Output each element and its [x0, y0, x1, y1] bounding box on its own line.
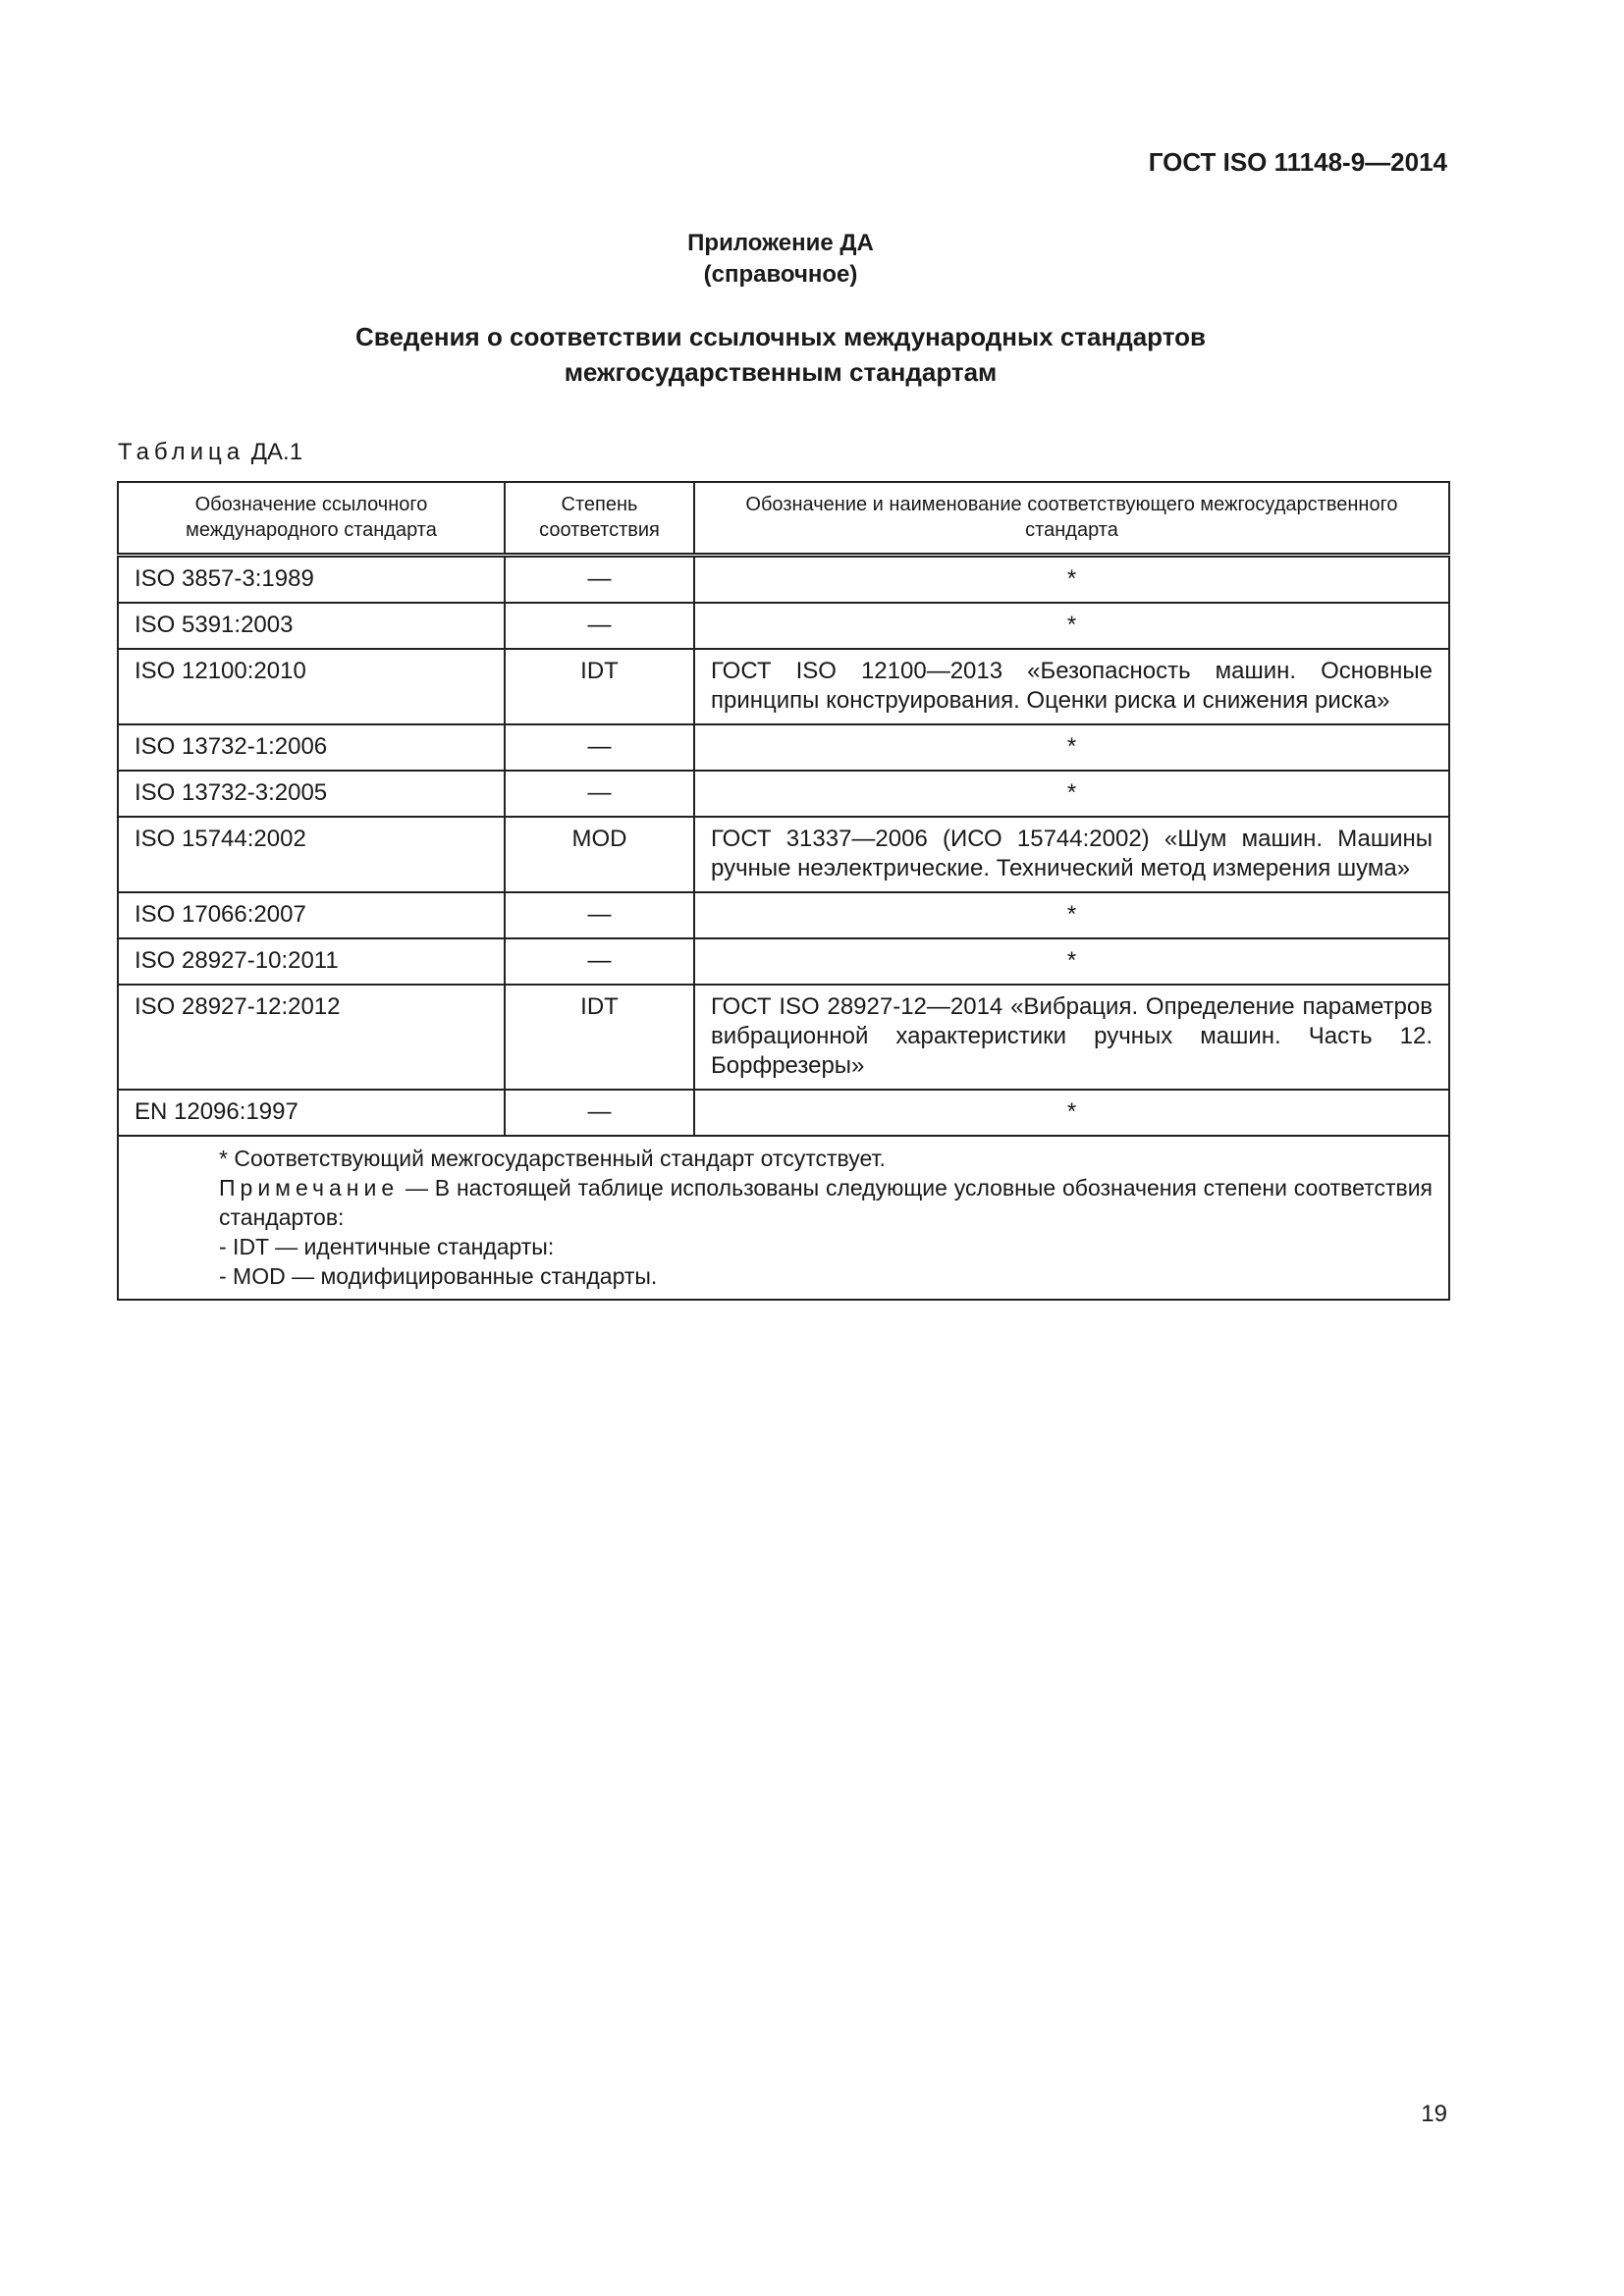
- footnote-list-item: - IDT — идентичные стандарты:: [219, 1234, 555, 1259]
- cell-degree: —: [505, 892, 694, 938]
- table-caption: [118, 439, 302, 466]
- header-gost-standard: Обозначение и наименование соответствующего межгосударственного стандарта: [694, 482, 1449, 556]
- page-number: 19: [1421, 2101, 1447, 2127]
- cell-gost: *: [694, 938, 1449, 985]
- section-title-line2: межгосударственным стандартам: [564, 357, 998, 387]
- table-row: [118, 1090, 1449, 1136]
- cell-degree: MOD: [505, 817, 694, 892]
- cell-gost: *: [694, 724, 1449, 771]
- table-row: [118, 985, 1449, 1090]
- cell-degree: —: [505, 603, 694, 649]
- table-row: [118, 556, 1449, 604]
- table-footnote-row: [118, 1136, 1449, 1300]
- cell-degree: —: [505, 771, 694, 817]
- table-row: [118, 817, 1449, 892]
- table-row: [118, 649, 1449, 724]
- cell-degree: —: [505, 724, 694, 771]
- cell-ref: ISO 13732-3:2005: [118, 771, 505, 817]
- cell-degree: —: [505, 556, 694, 604]
- section-title-line1: Сведения о соответствии ссылочных международных стандартов: [355, 322, 1206, 351]
- annex-subtitle: (справочное): [703, 261, 858, 288]
- table-caption-number: ДА.1: [250, 439, 303, 465]
- cell-ref: ISO 28927-12:2012: [118, 985, 505, 1090]
- cell-ref: ISO 12100:2010: [118, 649, 505, 724]
- header-ref-standard: Обозначение ссылочного международного стандарта: [118, 482, 505, 556]
- cell-ref: ISO 17066:2007: [118, 892, 505, 938]
- reference-table: [117, 481, 1450, 1301]
- table-row: [118, 724, 1449, 771]
- cell-degree: —: [505, 1090, 694, 1136]
- section-title: [0, 319, 1561, 390]
- cell-degree: —: [505, 938, 694, 985]
- cell-gost: *: [694, 603, 1449, 649]
- cell-degree: IDT: [505, 649, 694, 724]
- cell-ref: ISO 5391:2003: [118, 603, 505, 649]
- table-caption-word: Таблица: [118, 439, 245, 465]
- footnote-list-item: - MOD — модифицированные стандарты.: [219, 1263, 658, 1289]
- header-degree: Степень соответствия: [505, 482, 694, 556]
- footnote-note-text: — В настоящей таблице использованы следующие условные обозначения степени соответствия стандартов:: [219, 1175, 1433, 1230]
- annex-title: Приложение ДА: [687, 230, 874, 256]
- document-code: ГОСТ ISO 11148-9—2014: [1148, 147, 1447, 177]
- footnote-asterisk: * Соответствующий межгосударственный стандарт отсутствует.: [219, 1146, 886, 1171]
- cell-gost: *: [694, 1090, 1449, 1136]
- cell-ref: ISO 3857-3:1989: [118, 556, 505, 604]
- table-row: [118, 603, 1449, 649]
- cell-ref: ISO 28927-10:2011: [118, 938, 505, 985]
- cell-ref: EN 12096:1997: [118, 1090, 505, 1136]
- table-header-row: [118, 482, 1449, 556]
- cell-gost: ГОСТ 31337—2006 (ИСО 15744:2002) «Шум машин. Машины ручные неэлектрические. Технический метод измерения шума»: [694, 817, 1449, 892]
- cell-gost: ГОСТ ISO 28927-12—2014 «Вибрация. Определение параметров вибрационной характеристики ручных машин. Часть 12. Борфрезеры»: [694, 985, 1449, 1090]
- cell-ref: ISO 15744:2002: [118, 817, 505, 892]
- table-row: [118, 771, 1449, 817]
- cell-ref: ISO 13732-1:2006: [118, 724, 505, 771]
- table-footnote: [118, 1136, 1449, 1300]
- annex-heading: [0, 228, 1561, 291]
- cell-gost: *: [694, 771, 1449, 817]
- cell-gost: *: [694, 556, 1449, 604]
- table-row: [118, 938, 1449, 985]
- footnote-note: [135, 1173, 1433, 1232]
- footnote-note-word: Примечание: [219, 1175, 400, 1201]
- cell-gost: ГОСТ ISO 12100—2013 «Безопасность машин. Основные принципы конструирования. Оценки риска и снижения риска»: [694, 649, 1449, 724]
- cell-gost: *: [694, 892, 1449, 938]
- cell-degree: IDT: [505, 985, 694, 1090]
- table-row: [118, 892, 1449, 938]
